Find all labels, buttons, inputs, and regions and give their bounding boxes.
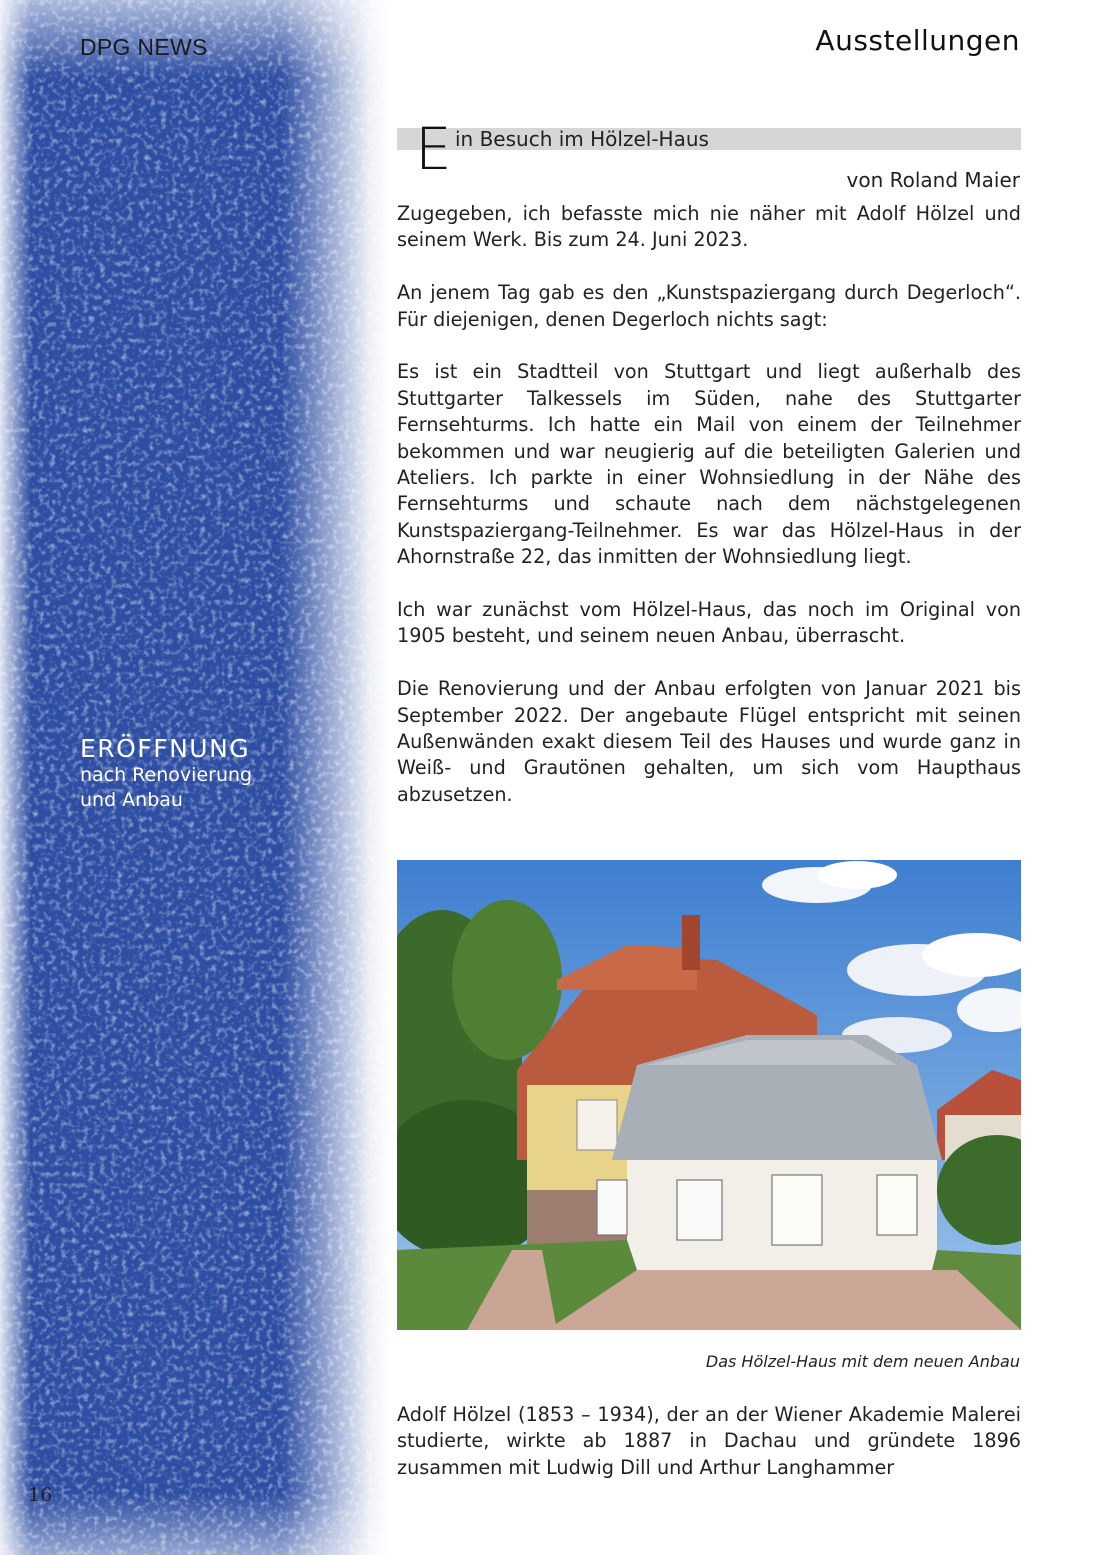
sidebar-subline-2: und Anbau bbox=[80, 789, 183, 811]
photo-caption: Das Hölzel-Haus mit dem neuen Anbau bbox=[705, 1352, 1020, 1371]
article-body bbox=[397, 201, 1021, 835]
house-photo bbox=[397, 860, 1021, 1330]
page-number: 16 bbox=[28, 1484, 53, 1506]
drop-cap: E bbox=[415, 115, 452, 183]
article-title: in Besuch im Hölzel-Haus bbox=[455, 127, 709, 151]
paragraph: An jenem Tag gab es den „Kunstspaziergang durch Degerloch“. Für diejenigen, denen Degerloch nichts sagt: bbox=[397, 281, 1021, 331]
paragraph: Adolf Hölzel (1853 – 1934), der an der Wiener Akademie Malerei studierte, wirkte ab 1887 in Dachau und gründete 1896 zusammen mit Ludwig Dill und Arthur Langhammer bbox=[397, 1403, 1021, 1479]
sidebar-headline: ERÖFFNUNG bbox=[80, 734, 251, 763]
paragraph: Es ist ein Stadtteil von Stuttgart und liegt außerhalb des Stuttgarter Talkessels im Süden, nahe des Stuttgarter Fernsehturms. Ich hatte ein Mail von einem der Teilnehmer bekommen und war neugierig auf die beteiligten Galerien und Ateliers. Ich parkte in einer Wohnsiedlung in der Nähe des Fernsehturms und schaute nach dem nächstgelegenen Kunstspaziergang-Teilnehmer. Es war das Hölzel-Haus in der Ahornstraße 22, das inmitten der Wohnsiedlung liegt. bbox=[397, 360, 1021, 569]
paragraph: Die Renovierung und der Anbau erfolgten von Januar 2021 bis September 2022. Der angebaute Flügel entspricht mit seinen Außenwänden exakt diesem Teil des Hauses und wurde ganz in Weiß- und Grautönen gehalten, um sich vom Haupthaus abzusetzen. bbox=[397, 677, 1021, 806]
paragraph: Ich war zunächst vom Hölzel-Haus, das noch im Original von 1905 besteht, und seinem neuen Anbau, überrascht. bbox=[397, 598, 1021, 648]
article-author: von Roland Maier bbox=[846, 168, 1020, 192]
magazine-name: DPG NEWS bbox=[80, 34, 208, 60]
sidebar-subline-1: nach Renovierung bbox=[80, 764, 253, 786]
section-title: Ausstellungen bbox=[815, 24, 1020, 57]
sidebar-panel bbox=[0, 0, 390, 1555]
article-continuation bbox=[397, 1402, 1021, 1481]
paragraph: Zugegeben, ich befasste mich nie näher mit Adolf Hölzel und seinem Werk. Bis zum 24. Juni 2023. bbox=[397, 202, 1021, 252]
sidebar-label bbox=[80, 735, 252, 813]
